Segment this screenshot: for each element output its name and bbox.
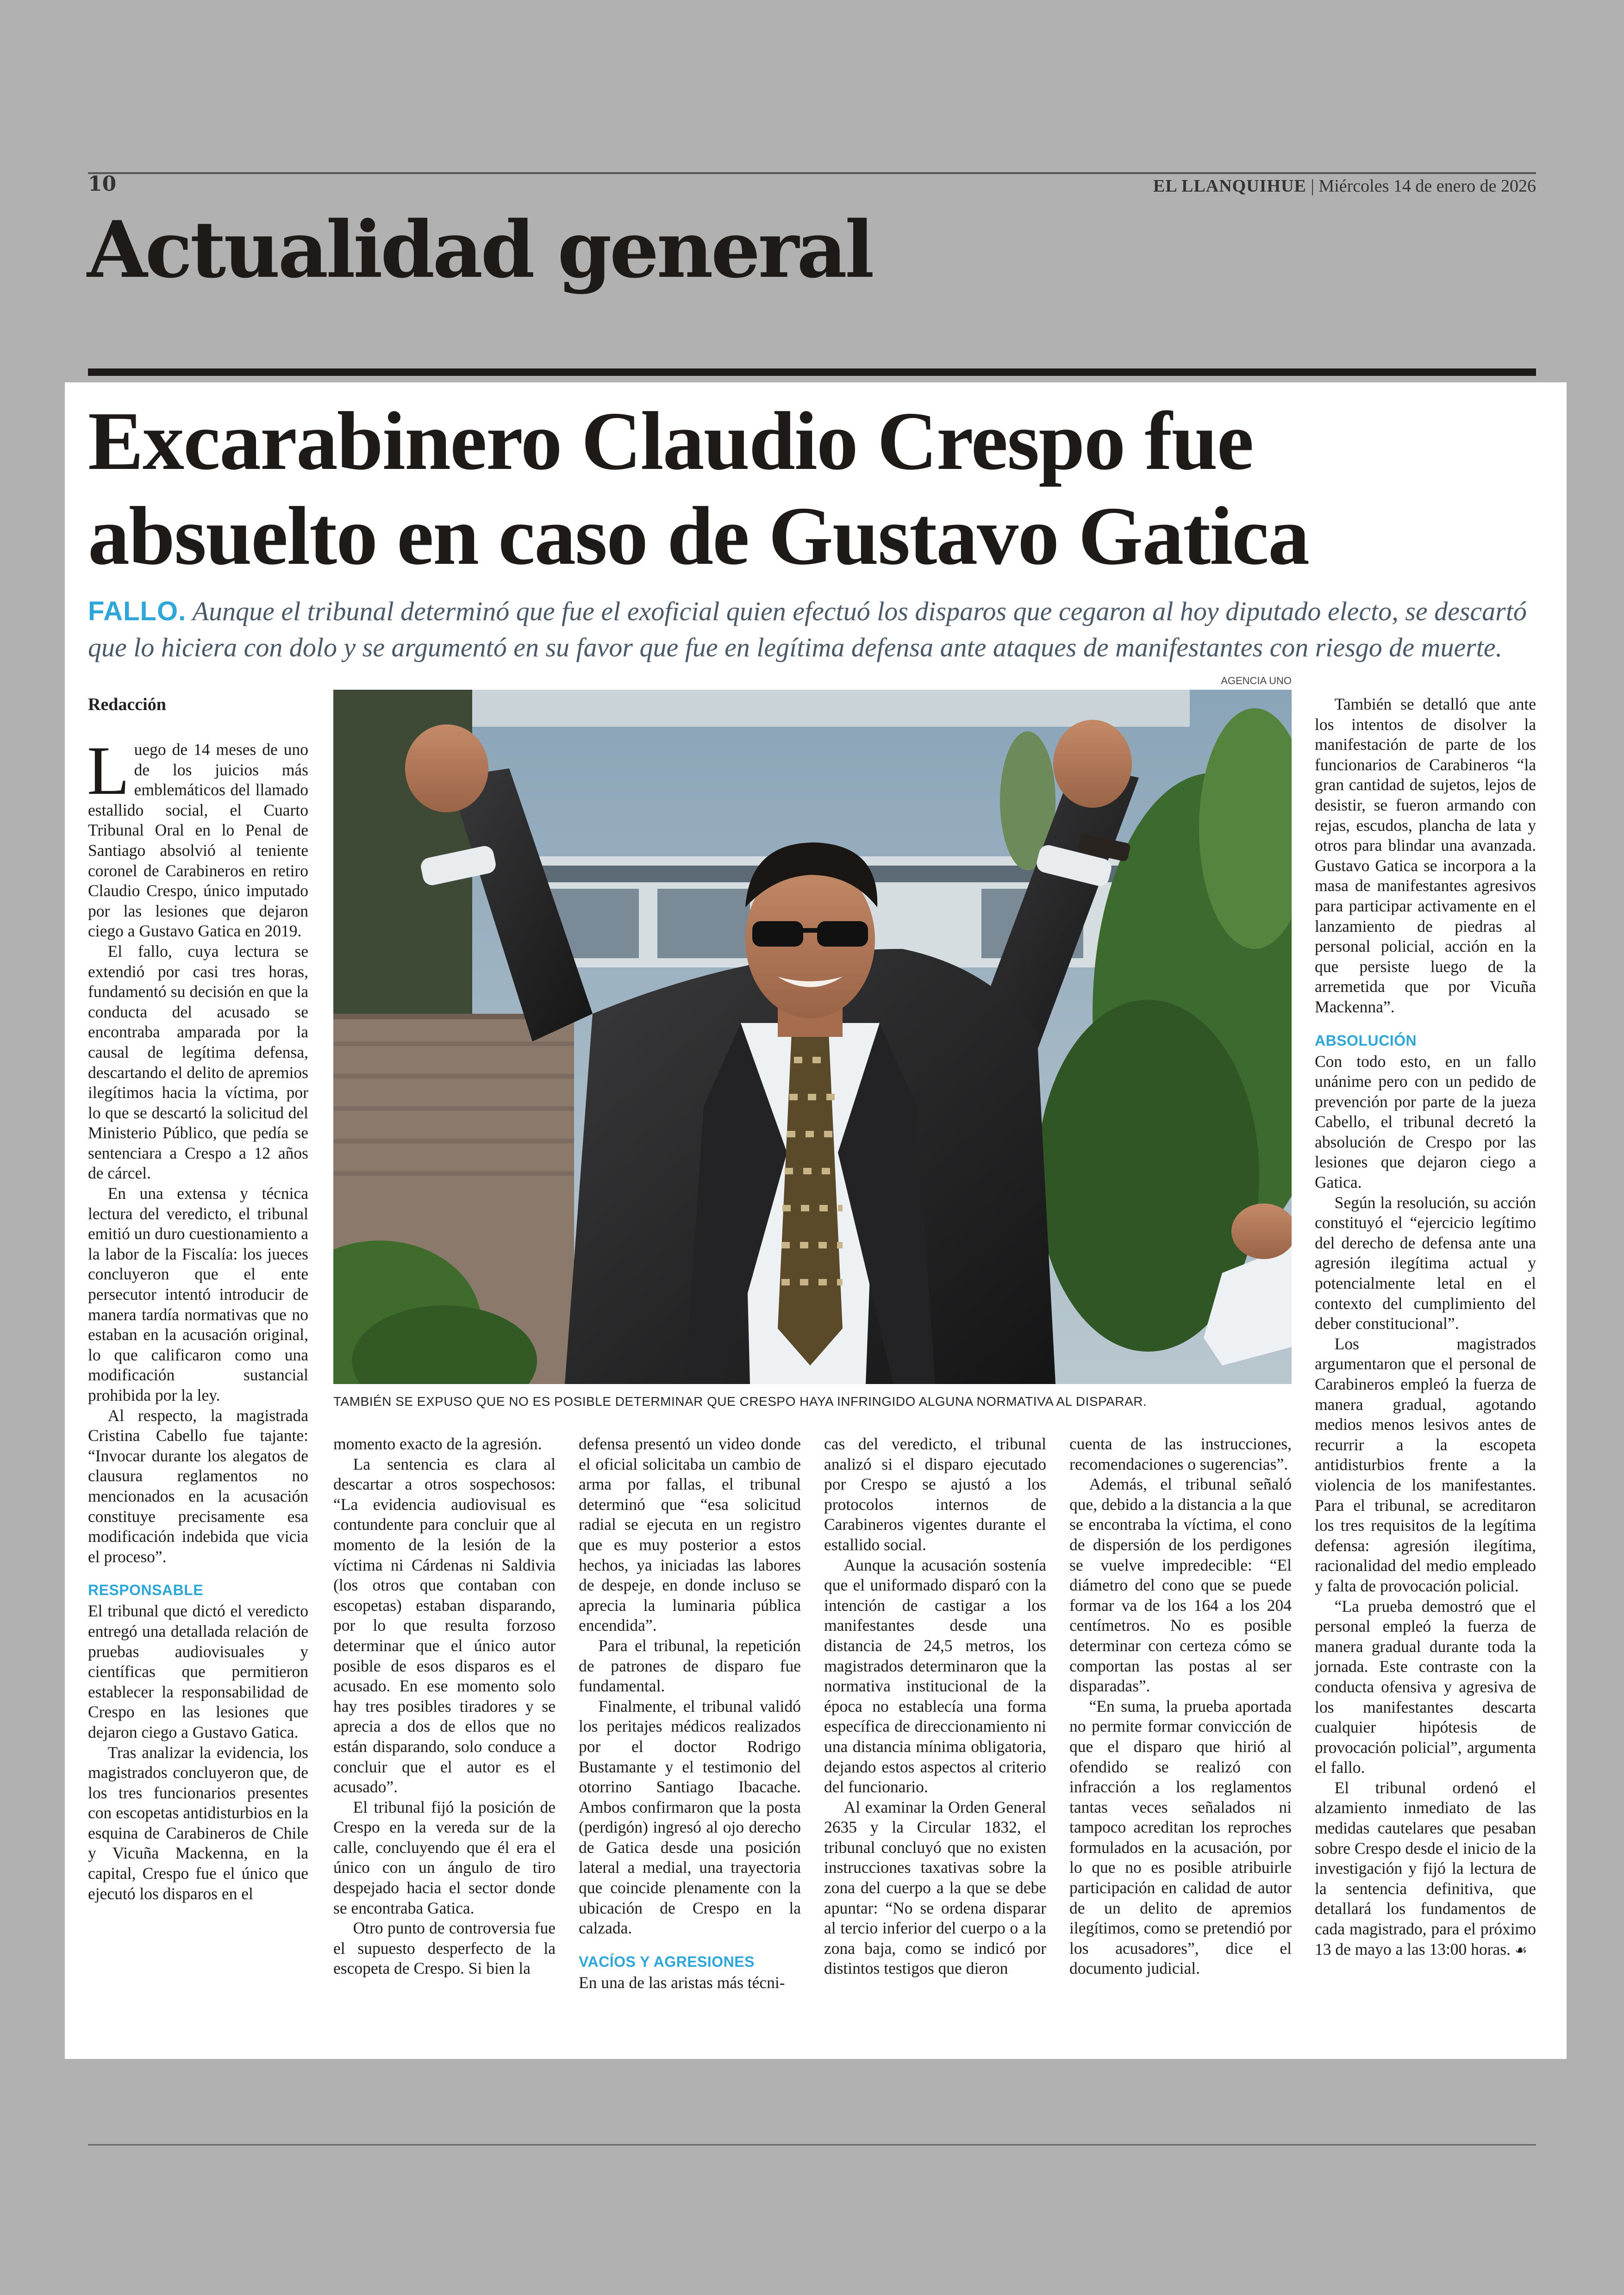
paragraph: La sentencia es clara al descartar a otros sospechosos: “La evidencia audiovisual es contundente para concluir que al momento de la lesión de la víctima ni Cárdenas ni Saldivia (los otros que contaban con escopetas) estaban disparando, por lo que resulta forzoso determinar que el único autor posible de esos disparos es el acusado. En ese momento solo hay tres posibles tiradores y se aprecia a dos de ellos que no están disparando, solo conduce a concluir que el autor es el acusado”.	[333, 1454, 556, 1796]
paragraph: cuenta de las instrucciones, recomendaciones o sugerencias”.	[1069, 1434, 1292, 1473]
paragraph: El fallo, cuya lectura se extendió por casi tres horas, fundamentó su decisión en que la conducta del acusado se encontraba amparada por la causal de legítima defensa, descartando el delito de apremios ilegítimos hacia la víctima, por lo que se descartó la solicitud del Ministerio Público, que pedía se sentenciara a Crespo a 12 años de cárcel.	[88, 942, 308, 1183]
byline: Redacción	[88, 695, 166, 714]
photo-caption: TAMBIÉN SE EXPUSO QUE NO ES POSIBLE DETERMINAR QUE CRESPO HAYA INFRINGIDO ALGUNA NORMATIVA AL DISPARAR.	[333, 1394, 1147, 1409]
paragraph: Al respecto, la magistrada Cristina Cabello fue tajante: “Invocar durante los alegatos de clausura reglamentos no mencionados en la acusación constituye precisamente esa modificación indebida que vicia el proceso”.	[88, 1406, 308, 1566]
deck	[88, 593, 1537, 666]
paragraph: defensa presentó un video donde el oficial solicitaba un cambio de arma por fallas, el tribunal determinó que “esa solicitud radial se ejecuta en un registro que es muy posterior a estos hechos, ya iniciadas las labores de despeje, en donde incluso se aprecia la luminaria pública encendida”.	[579, 1434, 801, 1635]
photo-man-raising-fists	[333, 690, 1292, 1384]
photo-illustration	[333, 690, 1292, 1384]
paragraph: El tribunal que dictó el veredicto entregó una detallada relación de pruebas audiovisuales y científicas que permitieron establecer la responsabilidad de Crespo en las lesiones que dejaron ciego a Gustavo Gatica.	[88, 1602, 308, 1741]
section-heavy-rule	[88, 368, 1536, 376]
body-column-5	[1069, 1434, 1292, 2031]
paragraph	[87, 732, 308, 942]
body-column-3	[579, 1434, 801, 2031]
paragraph: “La prueba demostró que el personal empleó la fuerza de manera gradual durante toda la jornada. Este contraste con la conducta ofensiva y agresiva de los manifestantes descarta cualquier hipótesis de provocación policial”, argumenta el fallo.	[1315, 1597, 1536, 1777]
paragraph: “En suma, la prueba aportada no permite formar convicción de que el disparo que hirió al ofendido se realizó con infracción a los reglamentos tantas veces señalados ni tampoco acreditan los reproches formulados en la acusación, por lo que no es posible atribuirle participación en calidad de autor de un delito de apremios ilegítimos, como se pretendió por los acusadores”, dice el documento judicial.	[1069, 1696, 1292, 1978]
paragraph: Según la resolución, su acción constituyó el “ejercicio legítimo del derecho de defensa ante una agresión ilegítima actual y potencialmente letal en el contexto del cumplimiento del deber constitucional”.	[1315, 1193, 1536, 1333]
paragraph-text: El tribunal ordenó el alzamiento inmediato de las medidas cautelares que pesaban sobre Crespo desde el inicio de la investigación y fijó la lectura de la sentencia definitiva, que detallará los fundamentos de cada magistrado, para el próximo 13 de mayo a las 13:00 horas.	[1315, 1778, 1536, 1958]
bottom-rule	[88, 2144, 1536, 2145]
subhead-responsable: RESPONSABLE	[88, 1582, 204, 1599]
paragraph: También se detalló que ante los intentos de disolver la manifestación de parte de los funcionarios de Carabineros “la gran cantidad de sujetos, lejos de desistir, se fueron armando con rejas, escudos, plancha de lata y otros para blindar una avanzada. Gustavo Gatica se incorpora a la masa de manifestantes agresivos para participar activamente en el lanzamiento de piedras al personal policial, acción en la que persiste luego de la arremetida que por Vicuña Mackenna”.	[1315, 695, 1536, 1016]
masthead-separator: |	[1311, 176, 1314, 196]
body-column-6	[1315, 694, 1536, 2031]
paragraph: Al examinar la Orden General 2635 y la Circular 1832, el tribunal concluyó que no existen instrucciones taxativas sobre la zona del cuerpo a la que se debe apuntar: “No se ordena disparar al tercio inferior del cuerpo o a la zona baja, como se indicó por distintos testigos que dieron	[824, 1797, 1046, 1978]
paragraph: Otro punto de controversia fue el supuesto desperfecto de la escopeta de Crespo. Si bien la	[333, 1919, 556, 1978]
paragraph: Para el tribunal, la repetición de patrones de disparo fue fundamental.	[579, 1636, 801, 1696]
paragraph: Finalmente, el tribunal validó los peritajes médicos realizados por el doctor Rodrigo Bustamante y el testimonio del otorrino Santiago Ibacache. Ambos confirmaron que la posta (perdigón) ingresó al ojo derecho de Gatica desde una posición lateral a medial, una trayectoria que coincide plenamente con la ubicación de Crespo en la calzada.	[579, 1696, 801, 1938]
body-column-2	[333, 1434, 556, 2031]
deck-kicker: FALLO.	[88, 596, 187, 626]
paragraph: cas del veredicto, el tribunal analizó si el disparo ejecutado por Crespo se ajustó a los protocolos internos de Carabineros vigentes durante el estallido social.	[824, 1434, 1046, 1554]
deck-text: Aunque el tribunal determinó que fue el exoficial quien efectuó los disparos que cegaron al hoy diputado electo, se descartó que lo hiciera con dolo y se argumentó en su favor que fue en legítima defensa ante ataques de manifestantes con riesgo de muerte.	[88, 596, 1527, 662]
headline: Excarabinero Claudio Crespo fue absuelto en caso de Gustavo Gatica	[88, 395, 1309, 582]
paragraph: Además, el tribunal señaló que, debido a la distancia a la que se encontraba la víctima, el cono de dispersión de los perdigones se vuelve impredecible: “El diámetro del cono que se puede formar va de los 164 a los 204 centímetros. No es posible determinar con certeza cómo se comportan las postas al ser disparadas”.	[1069, 1475, 1292, 1696]
body-column-4	[824, 1434, 1046, 2031]
paragraph	[1315, 1778, 1536, 1960]
paragraph: En una extensa y técnica lectura del veredicto, el tribunal emitió un duro cuestionamiento a la labor de la Fiscalía: los jueces concluyeron que el ente persecutor intentó introducir de manera tardía normativas que no estaban en la acusación original, lo que calificaron como una modificación sustancial prohibida por la ley.	[88, 1184, 308, 1404]
photo-credit: AGENCIA UNO	[1221, 675, 1292, 686]
top-rule	[88, 172, 1536, 174]
page-number: 10	[88, 172, 117, 196]
paragraph: En una de las aristas más técni-	[579, 1973, 785, 1992]
paragraph-text: uego de 14 meses de uno de los juicios más emblemáticos del llamado estallido social, el Cuarto Tribunal Oral en lo Penal de Santiago absolvió al teniente coronel de Carabineros en retiro Claudio Crespo, único imputado por las lesiones que dejaron ciego a Gustavo Gatica en 2019.	[88, 740, 308, 941]
paragraph: El tribunal fijó la posición de Crespo en la vereda sur de la calle, concluyendo que él era el único con un ángulo de tiro despejado hacia el sector donde se encontraba Gatica.	[333, 1797, 556, 1917]
issue-date: Miércoles 14 de enero de 2026	[1318, 176, 1536, 196]
paragraph: Con todo esto, en un fallo unánime pero con un pedido de prevención por parte de la jueza Cabello, el tribunal decretó la absolución de Crespo por las lesiones que dejaron ciego a Gatica.	[1315, 1052, 1536, 1192]
paragraph: Aunque la acusación sostenía que el uniformado disparó con la intención de castigar a los manifestantes desde una distancia de 24,5 metros, los magistrados determinaron que la normativa institucional de la época no establecía una forma específica de direccionamiento ni una distancia mínima obligatoria, dejando estos aspectos al criterio del funcionario.	[824, 1555, 1046, 1796]
paragraph: Tras analizar la evidencia, los magistrados concluyeron que, de los tres funcionarios presentes con escopetas antidisturbios en la esquina de Carabineros de Chile y Vicuña Mackenna, en la capital, Crespo fue el único que ejecutó los disparos en el	[88, 1743, 308, 1903]
end-mark-icon: ☙	[1514, 1942, 1527, 1958]
paper-name: EL LLANQUIHUE	[1153, 176, 1306, 196]
drop-cap: L	[87, 732, 130, 809]
subhead-vacios-y-agresiones: VACÍOS Y AGRESIONES	[579, 1953, 755, 1970]
section-title: Actualidad general	[87, 204, 872, 295]
body-column-1	[87, 732, 308, 2031]
paragraph: Los magistrados argumentaron que el personal de Carabineros empleó la fuerza de manera gradual, agotando medios menos lesivos antes de recurrir a la escopeta antidisturbios frente a la violencia de los manifestantes. Para el tribunal, se acreditaron los tres requisitos de la legítima defensa: agresión ilegítima, racionalidad del medio empleado y falta de provocación policial.	[1315, 1334, 1536, 1595]
masthead-line	[1153, 176, 1536, 196]
subhead-absolucion: ABSOLUCIÓN	[1315, 1032, 1417, 1049]
paragraph: momento exacto de la agresión.	[333, 1434, 542, 1453]
